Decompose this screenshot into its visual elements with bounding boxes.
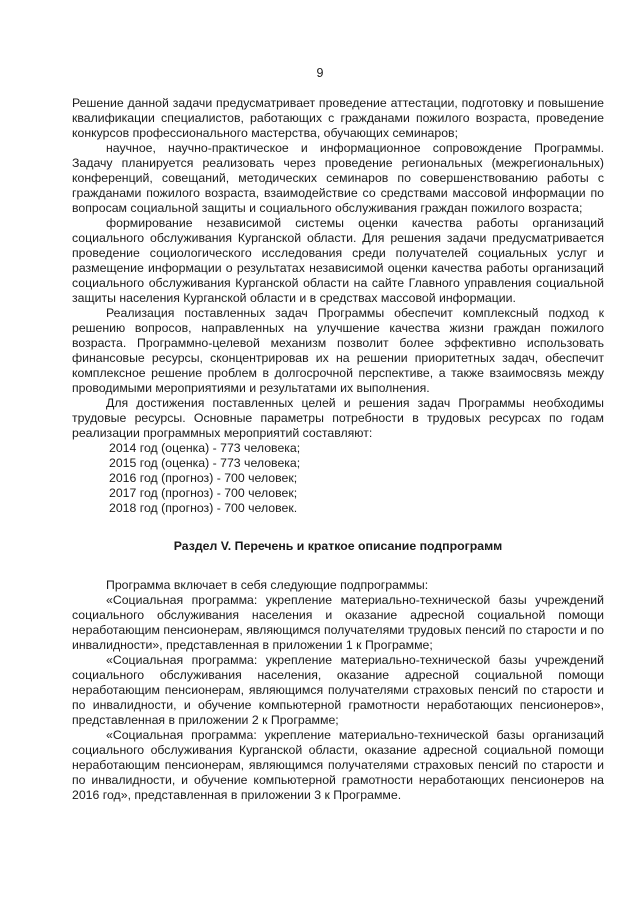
paragraph: Для достижения поставленных целей и решения задач Программы необходимы трудовые ресурсы. Основные параметры потребности в трудовых ресурсах по годам реализации программных мероприятий составляют: (72, 396, 604, 440)
section-heading: Раздел V. Перечень и краткое описание подпрограмм (173, 539, 503, 553)
paragraph: формирование независимой системы оценки качества работы организаций социального обслуживания Курганской области. Для решения задачи предусматривается проведение социологического исследования среди получателей социальных услуг и размещение информации о результатах независимой оценки качества работы организаций социального обслуживания Курганской области на сайте Главного управления социальной защиты населения Курганской области и в средствах массовой информации. (72, 216, 604, 305)
paragraphs-top (72, 96, 604, 441)
paragraph: «Социальная программа: укрепление материально-технической базы организаций социального обслуживания Курганской области, оказание адресной социальной помощи неработающим пенсионерам, являющимся получателями страховых пенсий по старости и по инвалидности, и обучение компьютерной грамотности неработающих пенсионеров на 2016 год», представленная в приложении 3 к Программе. (72, 728, 604, 802)
paragraph: Программа включает в себя следующие подпрограммы: (106, 578, 429, 592)
list-item: 2018 год (прогноз) - 700 человек. (109, 501, 298, 515)
list-item: 2017 год (прогноз) - 700 человек; (109, 486, 298, 500)
list-item: 2015 год (оценка) - 773 человека; (109, 456, 301, 470)
paragraph: Реализация поставленных задач Программы обеспечит комплексный подход к решению вопросов, направленных на улучшение качества жизни граждан пожилого возраста. Программно-целевой механизм позволит более эффективно использовать финансовые ресурсы, сконцентрировав их на решении приоритетных задач, обеспечит комплексное решение проблем в долгосрочной перспективе, а также взаимосвязь между проводимыми мероприятиями и результатами их выполнения. (72, 306, 604, 395)
paragraph: «Социальная программа: укрепление материально-технической базы учреждений социального обслуживания населения и оказание адресной социальной помощи неработающим пенсионерам, являющимся получателями трудовых пенсий по старости и по инвалидности», представленная в приложении 1 к Программе; (72, 593, 604, 652)
list-item: 2014 год (оценка) - 773 человека; (109, 441, 301, 455)
document-body (72, 96, 604, 803)
paragraph: «Социальная программа: укрепление материально-технической базы учреждений социального обслуживания населения, оказание адресной социальной помощи неработающим пенсионерам, являющимся получателями страховых пенсий по старости и по инвалидности, и обучение компьютерной грамотности неработающих пенсионеров», представленная в приложении 2 к Программе; (72, 653, 604, 727)
paragraph: научное, научно-практическое и информационное сопровождение Программы. Задачу планируется реализовать через проведение региональных (межрегиональных) конференций, совещаний, методических семинаров по совершенствованию работы с гражданами пожилого возраста, взаимодействие со средствами массовой информации по вопросам социальной защиты и социального обслуживания граждан пожилого возраста; (72, 141, 604, 215)
labor-resources-list (72, 441, 604, 516)
list-item: 2016 год (прогноз) - 700 человек; (109, 471, 298, 485)
paragraph: Решение данной задачи предусматривает проведение аттестации, подготовку и повышение квалификации специалистов, работающих с гражданами пожилого возраста, проведение конкурсов профессионального мастерства, обучающих семинаров; (72, 96, 604, 140)
page-number: 9 (316, 66, 324, 80)
paragraphs-bottom (72, 578, 604, 803)
